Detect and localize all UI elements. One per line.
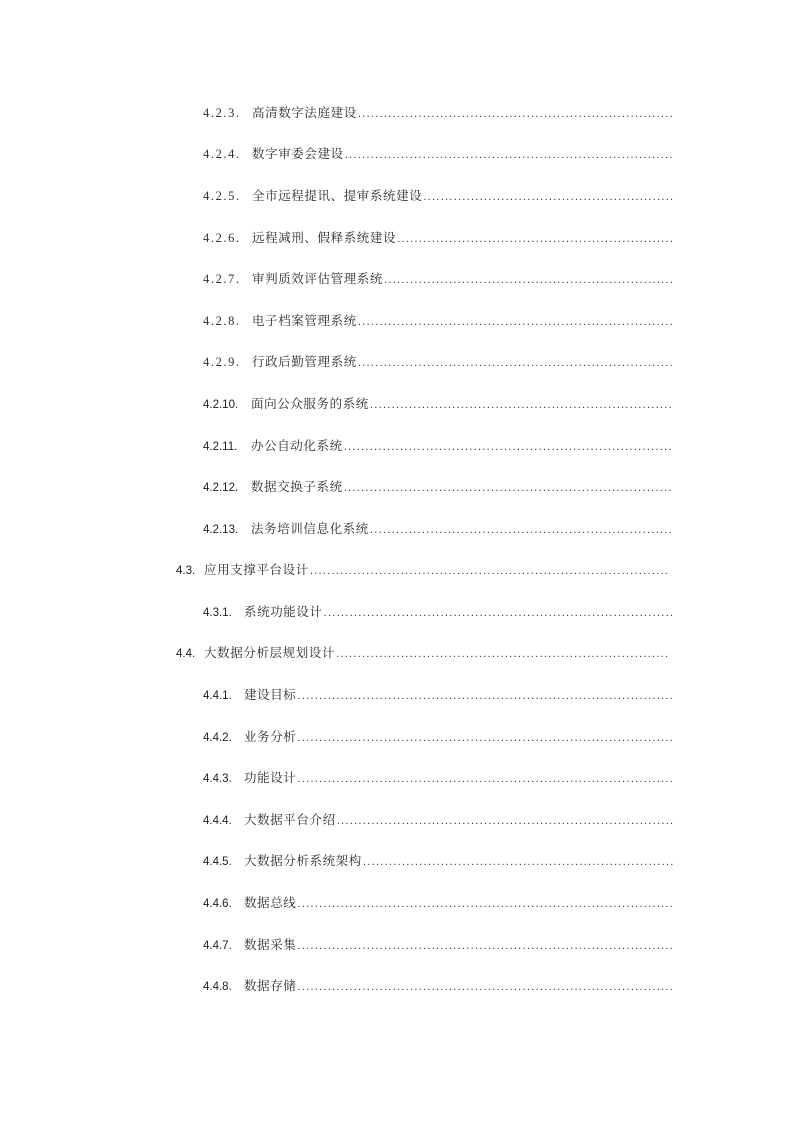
toc-entry-4-2-9[interactable] (203, 352, 673, 372)
dot-leader (337, 812, 673, 830)
toc-entry-number: 4.3.1. (203, 607, 232, 619)
dot-leader (336, 645, 670, 663)
toc-entry-title: 系统功能设计 (244, 604, 323, 619)
toc-entry-number: 4.2.7. (203, 272, 241, 286)
dot-leader (358, 105, 673, 123)
dot-leader (310, 562, 670, 580)
toc-entry-title: 数据总线 (244, 895, 297, 910)
toc-entry-number: 4.4. (176, 648, 196, 660)
toc-entry-title: 应用支撑平台设计 (204, 562, 309, 577)
toc-entry-4-4-3[interactable] (203, 768, 673, 788)
toc-entry-title: 数据存储 (244, 978, 297, 993)
toc-entry-title: 数字审委会建设 (252, 146, 344, 161)
toc-entry-number: 4.4.1. (203, 690, 232, 702)
toc-entry-number: 4.4.3. (203, 773, 232, 785)
toc-entry-4-4-8[interactable] (203, 976, 673, 996)
toc-entry-title: 大数据分析层规划设计 (204, 645, 336, 660)
toc-entry-title: 全市远程提讯、提审系统建设 (252, 188, 423, 203)
dot-leader (297, 729, 673, 747)
toc-entry-number: 4.2.4. (203, 147, 241, 161)
toc-entry-title: 数据交换子系统 (251, 479, 343, 494)
toc-entry-number: 4.4.4. (203, 815, 232, 827)
toc-entry-number: 4.4.6. (203, 898, 232, 910)
dot-leader (324, 604, 673, 622)
toc-entry-4-3[interactable] (176, 560, 670, 580)
toc-entry-4-4-5[interactable] (203, 851, 673, 871)
dot-leader (297, 770, 673, 788)
dot-leader (423, 188, 673, 206)
toc-entry-4-4-6[interactable] (203, 893, 673, 913)
toc-entry-4-2-11[interactable] (203, 436, 673, 456)
toc-entry-title: 办公自动化系统 (251, 438, 343, 453)
toc-entry-title: 电子档案管理系统 (252, 313, 357, 328)
dot-leader (297, 937, 673, 955)
toc-entry-number: 4.4.2. (203, 732, 232, 744)
toc-entry-4-4[interactable] (176, 643, 670, 663)
toc-entry-4-2-6[interactable] (203, 228, 673, 248)
toc-entry-title: 审判质效评估管理系统 (252, 271, 384, 286)
toc-entry-4-2-13[interactable] (203, 519, 673, 539)
toc-entry-number: 4.2.3. (203, 106, 241, 120)
toc-entry-4-3-1[interactable] (203, 602, 673, 622)
toc-entry-title: 面向公众服务的系统 (251, 396, 369, 411)
toc-entry-title: 法务培训信息化系统 (251, 521, 369, 536)
dot-leader (344, 438, 673, 456)
toc-entry-title: 大数据分析系统架构 (244, 853, 362, 868)
toc-entry-4-2-12[interactable] (203, 477, 673, 497)
toc-entry-number: 4.4.5. (203, 856, 232, 868)
dot-leader (384, 271, 673, 289)
toc-entry-4-4-1[interactable] (203, 685, 673, 705)
dot-leader (363, 853, 673, 871)
toc-entry-4-2-8[interactable] (203, 311, 673, 331)
toc-entry-number: 4.4.7. (203, 940, 232, 952)
toc-entry-4-4-7[interactable] (203, 935, 673, 955)
toc-entry-number: 4.2.10. (203, 399, 239, 411)
toc-entry-4-2-4[interactable] (203, 144, 673, 164)
toc-entry-number: 4.2.5. (203, 189, 241, 203)
toc-entry-4-2-10[interactable] (203, 394, 673, 414)
toc-entry-number: 4.2.13. (203, 524, 239, 536)
toc-entry-title: 建设目标 (244, 687, 297, 702)
toc-entry-title: 大数据平台介绍 (244, 812, 336, 827)
dot-leader (297, 895, 673, 913)
toc-entry-number: 4.3. (176, 565, 196, 577)
toc-entry-number: 4.2.8. (203, 314, 241, 328)
toc-entry-4-4-4[interactable] (203, 810, 673, 830)
dot-leader (358, 354, 673, 372)
dot-leader (345, 146, 673, 164)
dot-leader (297, 687, 673, 705)
toc-entry-title: 行政后勤管理系统 (252, 354, 357, 369)
toc-entry-number: 4.2.6. (203, 231, 241, 245)
dot-leader (370, 396, 673, 414)
toc-entry-number: 4.2.11. (203, 441, 238, 453)
toc-entry-number: 4.2.12. (203, 482, 239, 494)
toc-entry-title: 远程减刑、假释系统建设 (252, 230, 397, 245)
toc-entry-4-2-7[interactable] (203, 269, 673, 289)
toc-entry-4-2-5[interactable] (203, 186, 673, 206)
dot-leader (297, 978, 673, 996)
toc-entry-number: 4.2.9. (203, 355, 241, 369)
dot-leader (358, 313, 673, 331)
toc-entry-title: 功能设计 (244, 770, 297, 785)
dot-leader (397, 230, 673, 248)
toc-entry-title: 业务分析 (244, 729, 297, 744)
toc-entry-number: 4.4.8. (203, 981, 232, 993)
dot-leader (344, 479, 673, 497)
toc-entry-title: 数据采集 (244, 937, 297, 952)
dot-leader (370, 521, 673, 539)
toc-entry-4-4-2[interactable] (203, 727, 673, 747)
toc-entry-title: 高清数字法庭建设 (252, 105, 357, 120)
toc-entry-4-2-3[interactable] (203, 103, 673, 123)
